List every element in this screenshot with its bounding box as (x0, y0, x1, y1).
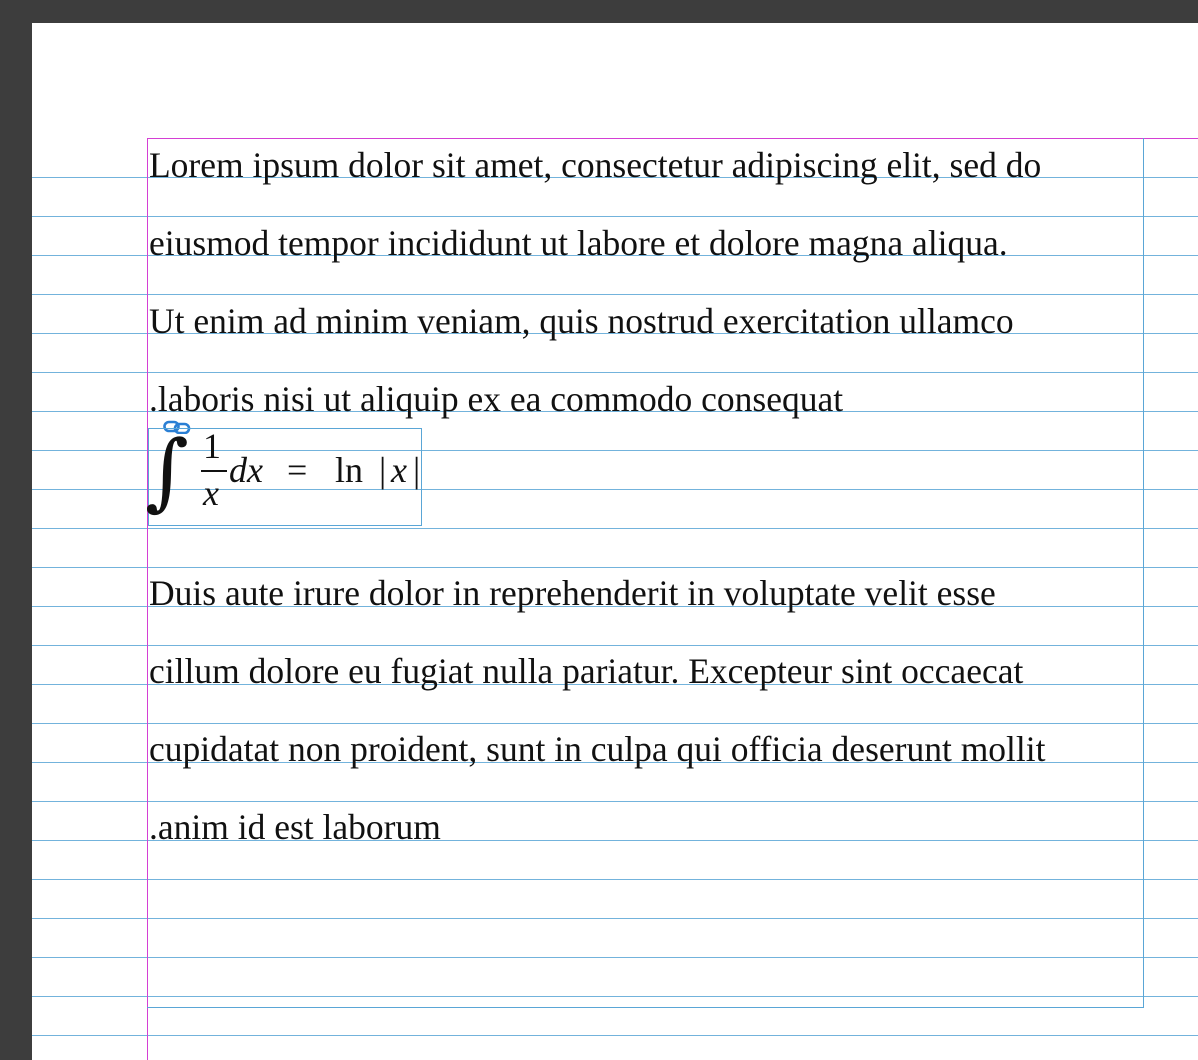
baseline-grid-line (32, 801, 1198, 802)
baseline-grid-line (32, 879, 1198, 880)
fraction-denominator: x (203, 473, 219, 513)
baseline-grid-line (32, 723, 1198, 724)
baseline-grid-line (32, 528, 1198, 529)
document-page (32, 23, 1198, 1060)
text-line: cillum dolore eu fugiat nulla pariatur. Excepteur sint occaecat (149, 651, 1024, 691)
fraction-numerator: 1 (203, 426, 221, 466)
top-margin-guide (147, 138, 1198, 139)
text-line: eiusmod tempor incididunt ut labore et dolore magna aliqua. (149, 223, 1008, 263)
text-frame-bottom-edge (147, 1007, 1144, 1008)
abs-bar-right: | (413, 450, 421, 490)
baseline-grid-line (32, 294, 1198, 295)
equation-equals: = (287, 450, 308, 490)
baseline-grid-line (32, 957, 1198, 958)
baseline-grid-line (32, 1035, 1198, 1036)
baseline-grid-line (32, 216, 1198, 217)
baseline-grid-line (32, 372, 1198, 373)
fraction-bar (201, 470, 227, 472)
baseline-grid-line (32, 645, 1198, 646)
equation-ln: ln (335, 450, 364, 490)
text-line: Duis aute irure dolor in reprehenderit in voluptate velit esse (149, 573, 996, 613)
integral-sign: ∫ (145, 422, 189, 520)
left-margin-guide (147, 138, 148, 1060)
text-frame-right-edge (1143, 138, 1144, 1008)
baseline-grid-line (32, 996, 1198, 997)
baseline-grid-line (32, 918, 1198, 919)
abs-bar-left: | (379, 450, 387, 490)
baseline-grid-line (32, 567, 1198, 568)
text-line: Ut enim ad minim veniam, quis nostrud exercitation ullamco (149, 301, 1014, 341)
equation-frame[interactable] (145, 422, 422, 526)
equation-x: x (391, 450, 407, 490)
text-line: .anim id est laborum (149, 807, 441, 847)
text-line: cupidatat non proident, sunt in culpa qui officia deserunt mollit (149, 729, 1046, 769)
text-line: Lorem ipsum dolor sit amet, consectetur adipiscing elit, sed do (149, 145, 1042, 185)
equation-dx: dx (229, 450, 263, 490)
text-line: .laboris nisi ut aliquip ex ea commodo consequat (149, 379, 844, 419)
